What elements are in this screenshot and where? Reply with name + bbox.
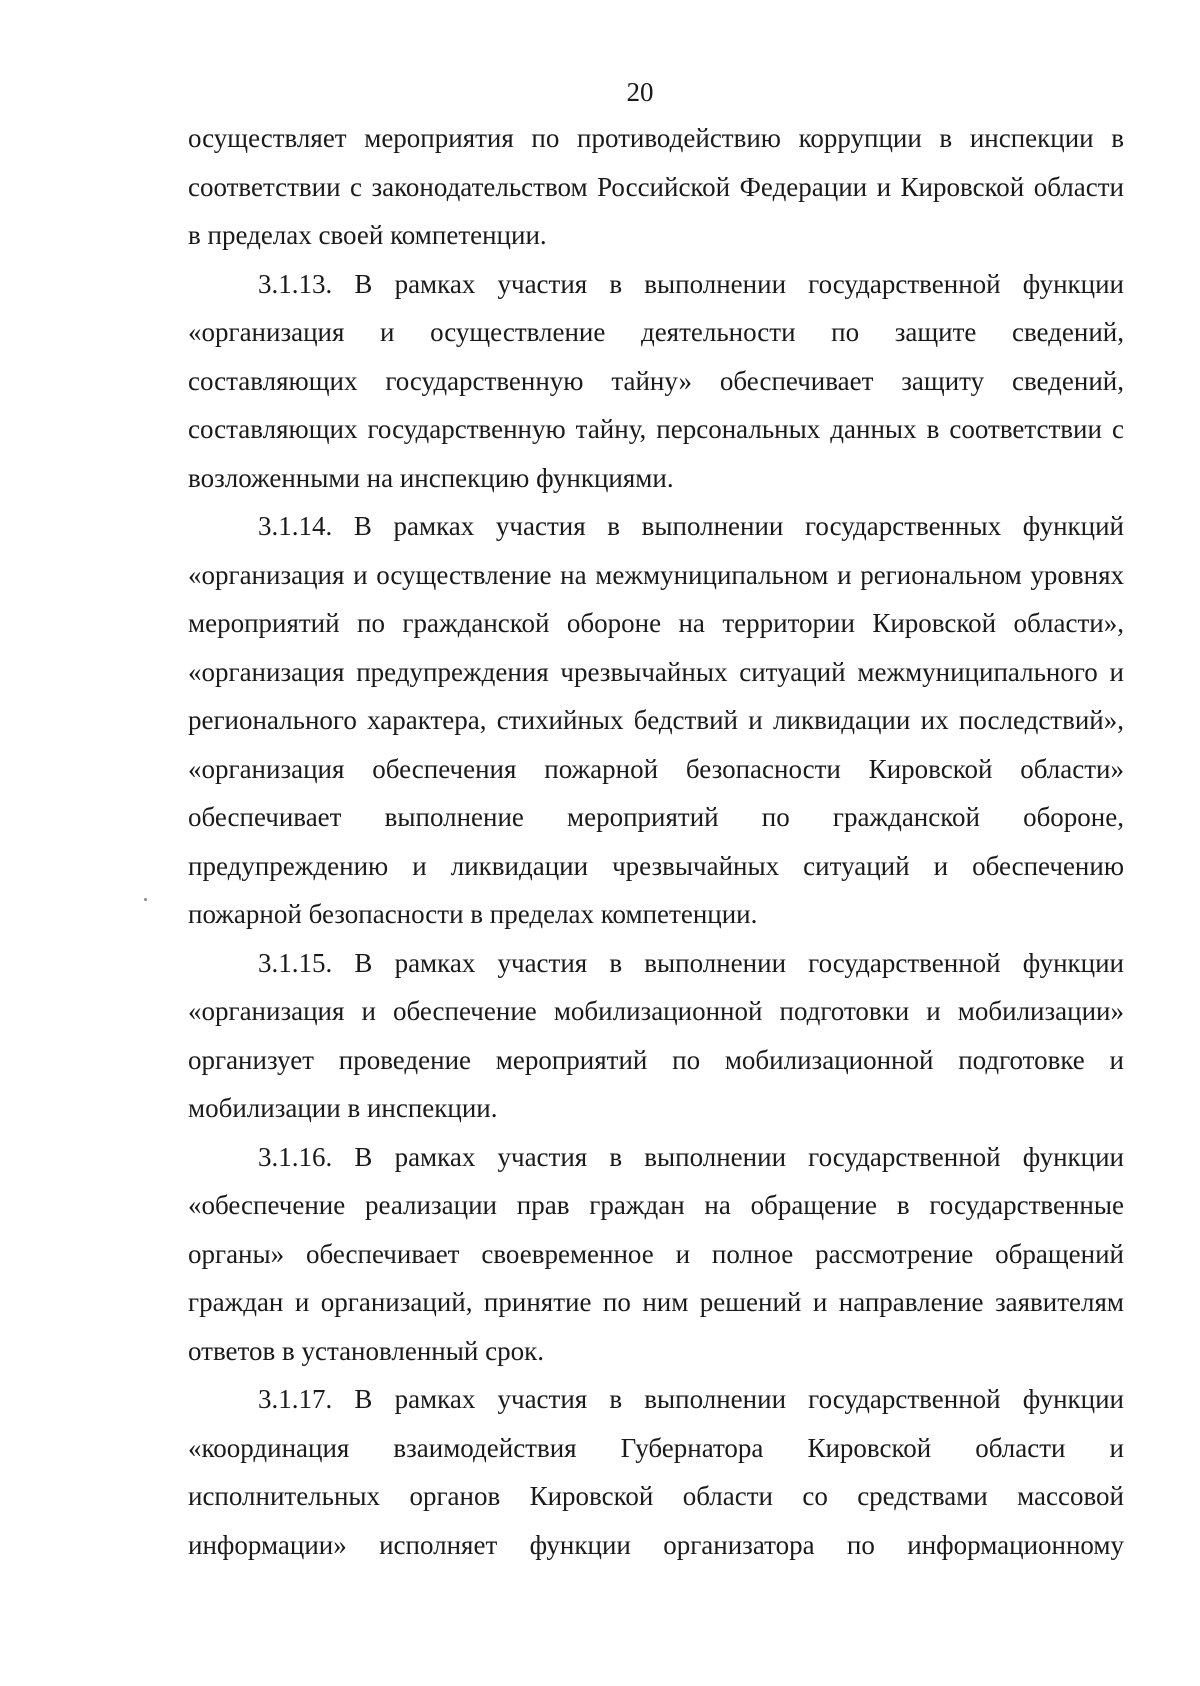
document-body [188,114,1124,1569]
paragraph-continuation: осуществляет мероприятия по противодействию коррупции в инспекции в соответствии с законодательством Российской Федерации и Кировской области в пределах своей компетенции. [188,123,1124,250]
paragraph-3-1-15: 3.1.15. В рамках участия в выполнении государственной функции «организация и обеспечение мобилизационной подготовки и мобилизации» организует проведение мероприятий по мобилизационной подготовке и мобилизации в инспекции. [188,947,1124,1123]
page-number: 20 [626,77,654,107]
paragraph-3-1-14: 3.1.14. В рамках участия в выполнении государственных функций «организация и осуществление на межмуниципальном и региональном уровнях мероприятий по гражданской обороне на территории Кировской области», «организация предупреждения чрезвычайных ситуаций межмуниципального и регионального характера, стихийных бедствий и ликвидации их последствий», «организация обеспечения пожарной безопасности Кировской области» обеспечивает выполнение мероприятий по гражданской обороне, предупреждению и ликвидации чрезвычайных ситуаций и обеспечению пожарной безопасности в пределах компетенции. [188,511,1124,929]
paragraph-3-1-13: 3.1.13. В рамках участия в выполнении государственной функции «организация и осуществление деятельности по защите сведений, составляющих государственную тайну» обеспечивает защиту сведений, составляющих государственную тайну, персональных данных в соответствии с возложенными на инспекцию функциями. [188,268,1124,493]
paragraph-3-1-17: 3.1.17. В рамках участия в выполнении государственной функции «координация взаимодействия Губернатора Кировской области и исполнительных органов Кировской области со средствами массовой информации» исполняет функции организатора по информационному [188,1384,1124,1560]
paragraph-3-1-16: 3.1.16. В рамках участия в выполнении государственной функции «обеспечение реализации прав граждан на обращение в государственные органы» обеспечивает своевременное и полное рассмотрение обращений граждан и организаций, принятие по ним решений и направление заявителям ответов в установленный срок. [188,1141,1124,1366]
scan-speck [144,898,147,901]
